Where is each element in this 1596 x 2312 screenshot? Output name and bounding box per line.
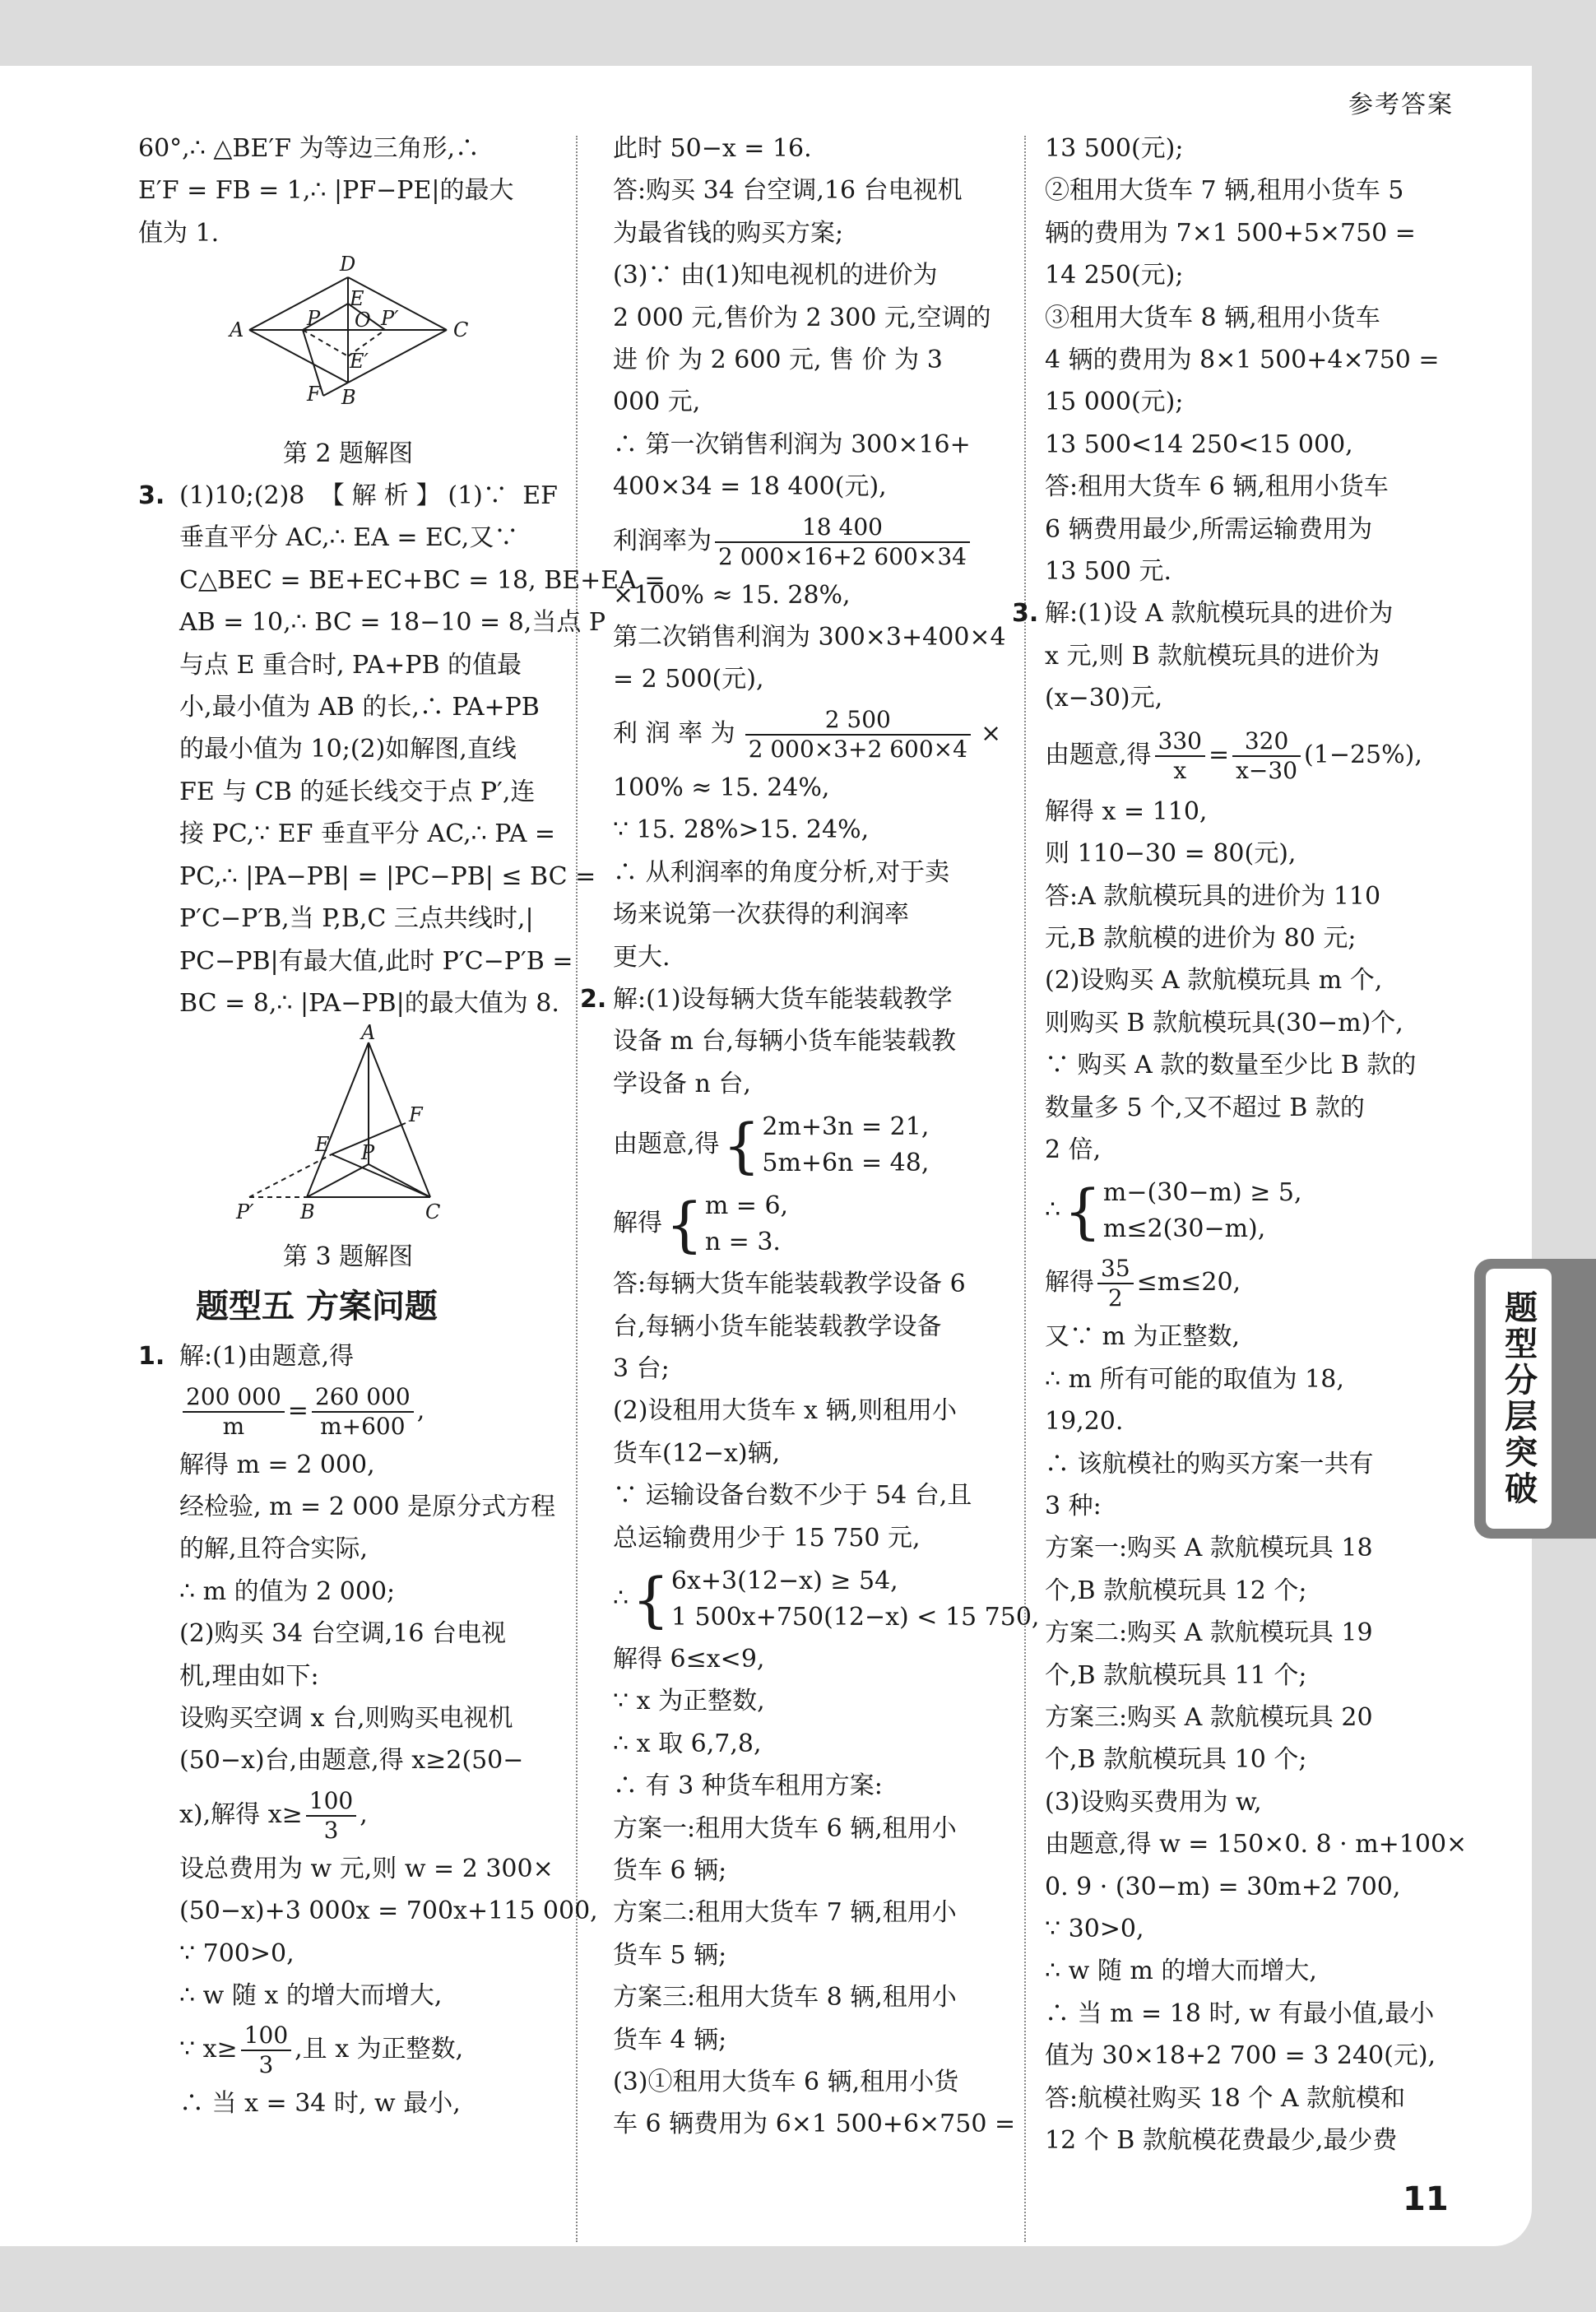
text-line: (2)购买 34 台空调,16 台电视 [179, 1619, 506, 1649]
text-line: 2 000 元,售价为 2 300 元,空调的 [613, 303, 991, 332]
text-line: PC−PB|有最大值,此时 P′C−P′B = [179, 946, 573, 976]
text-line: (x−30)元, [1045, 684, 1163, 713]
text-line: 3 台; [613, 1353, 670, 1383]
text-line: ∵ 700>0, [179, 1938, 295, 1968]
text-line: 又∵ m 为正整数, [1045, 1322, 1241, 1352]
text-line: 台,每辆小货车能装载教学设备 [613, 1312, 942, 1341]
fig2-label-P: P [307, 307, 321, 331]
text-line: ∴ 当 m = 18 时, w 有最小值,最小 [1045, 1999, 1435, 2028]
text-line: 19,20. [1045, 1407, 1124, 1437]
profit-rate-2: 利 润 率 为 $\frac{2 500}{2 000\times 3+2 600\times 4}$ × [613, 705, 1002, 763]
text-line: ∴ 该航模社的购买方案一共有 [1045, 1449, 1374, 1479]
text-line: ∴ 当 x = 34 时, w 最小, [179, 2089, 461, 2119]
column-2 [580, 128, 1040, 2146]
text-line: (2)设购买 A 款航模玩具 m 个, [1045, 966, 1383, 996]
text-line: (3)∵ 由(1)知电视机的进价为 [613, 261, 938, 290]
fig3-label-B: B [300, 1200, 315, 1223]
fig3-label-C: C [425, 1200, 441, 1223]
column-3 [1012, 128, 1468, 2161]
text-line: 进 价 为 2 600 元, 售 价 为 3 [613, 346, 943, 375]
fraction-line: x),解得 x≥ $\frac{100}{3}$ , [179, 1786, 368, 1844]
text-line: 100% ≈ 15. 24%, [613, 773, 830, 802]
text-line: 解得 x = 110, [1045, 796, 1208, 826]
text-line: 车 6 辆费用为 6×1 500+6×750 = [613, 2110, 1016, 2139]
text-line: x 元,则 B 款航模玩具的进价为 [1045, 641, 1380, 671]
text-line: 13 500<14 250<15 000, [1045, 429, 1353, 459]
text-line: ③租用大货车 8 辆,租用小货车 [1045, 303, 1380, 332]
inequality-system: ∴ { 6x+3(12−x) ≥ 54, 1 500x+750(12−x) < 15 750, [613, 1564, 1040, 1634]
question-1-first-line: 1. 解:(1)由题意,得 [138, 1335, 558, 1377]
text-line: 答:购买 34 台空调,16 台电视机 [613, 176, 963, 206]
text-line: (3)①租用大货车 6 辆,租用小货 [613, 2068, 959, 2097]
text-line: E′F = FB = 1,∴ |PF−PE|的最大 [138, 176, 514, 206]
fig2-label-D: D [340, 254, 356, 276]
text-line: ∴ x 取 6,7,8, [613, 1729, 762, 1758]
figure-3-diagram [225, 1024, 471, 1222]
fraction-equation: 由题意,得 $\frac{330}{x}$ = $\frac{320}{x-30}$ (1−25%), [1045, 727, 1422, 784]
fig3-label-Pp: P′ [236, 1200, 254, 1223]
text-line: 辆的费用为 7×1 500+5×750 = [1045, 218, 1416, 248]
text-line: 小,最小值为 AB 的长,∴ PA+PB [179, 693, 540, 722]
text-line: 场来说第一次获得的利润率 [613, 900, 909, 930]
text-line: 则 110−30 = 80(元), [1045, 839, 1297, 869]
text-line: 由题意,得 w = 150×0. 8 · m+100× [1045, 1830, 1468, 1859]
text-line: 总运输费用少于 15 750 元, [613, 1523, 921, 1553]
text-line: 机,理由如下: [179, 1661, 319, 1691]
text-line: 设购买空调 x 台,则购买电视机 [179, 1703, 513, 1733]
text-line: BC = 8,∴ |PA−PB|的最大值为 8. [179, 988, 559, 1018]
text-line: 个,B 款航模玩具 10 个; [1045, 1745, 1307, 1775]
fig2-label-A: A [230, 318, 244, 342]
text-line: 元,B 款航模的进价为 80 元; [1045, 923, 1357, 953]
text-line: 6 辆费用最少,所需运输费用为 [1045, 514, 1373, 544]
section-title: 题型五 方案问题 [196, 1288, 438, 1326]
text-line: AB = 10,∴ BC = 18−10 = 8,当点 P [179, 608, 606, 638]
side-tab [1474, 1259, 1596, 1539]
profit-rate-1: 利润率为 $\frac{18 400}{2 000\times 16+2 600\times 34}$ [613, 508, 1009, 574]
text-line: 答:租用大货车 6 辆,租用小货车 [1045, 472, 1389, 502]
text-line: ∴ m 的值为 2 000; [179, 1576, 396, 1606]
text-line: ②租用大货车 7 辆,租用小货车 5 [1045, 176, 1404, 206]
text-line: 的最小值为 10;(2)如解图,直线 [179, 735, 517, 764]
text-line: 货车 4 辆; [613, 2025, 727, 2054]
text-line: 学设备 n 台, [613, 1069, 751, 1098]
text-line: 方案二:租用大货车 7 辆,租用小 [613, 1898, 957, 1928]
text-line: 000 元, [613, 388, 701, 417]
text-line: P′C−P′B,当 P,B,C 三点共线时,| [179, 904, 534, 934]
page-number: 11 [1403, 2180, 1449, 2218]
figure-2 [138, 254, 558, 475]
text-line: 更大. [613, 942, 670, 972]
text-line: PC,∴ |PA−PB| = |PC−PB| ≤ BC = [179, 861, 596, 891]
text-line: 接 PC,∵ EF 垂直平分 AC,∴ PA = [179, 819, 556, 849]
fraction-equation: $\frac{200 000}{m}$ = $\frac{260 000}{m+600}$ , [179, 1378, 558, 1444]
text-block [138, 128, 558, 254]
fig3-label-P: P [361, 1141, 375, 1165]
text-line: 2 倍, [1045, 1135, 1102, 1164]
text-line: FE 与 CB 的延长线交于点 P′,连 [179, 777, 536, 806]
text-line: 为最省钱的购买方案; [613, 218, 844, 248]
text-line: 的解,且符合实际, [179, 1534, 369, 1564]
fig2-label-O: O [355, 309, 371, 332]
question-number: 1. [138, 1342, 165, 1372]
text-line: 垂直平分 AC,∴ EA = EC,又∵ [179, 523, 519, 553]
text-line: (2)设租用大货车 x 辆,则租用小 [613, 1396, 958, 1426]
text-line: 方案一:购买 A 款航模玩具 18 [1045, 1534, 1373, 1563]
text-line: ∵ x 为正整数, [613, 1687, 765, 1716]
text-line: 4 辆的费用为 8×1 500+4×750 = [1045, 346, 1440, 375]
text-line: 3 种: [1045, 1491, 1102, 1520]
fig2-label-F: F [307, 383, 321, 406]
text-line: 13 500(元); [1045, 134, 1184, 163]
column-divider [576, 136, 578, 2242]
inequality-system: ∴ { m−(30−m) ≥ 5, m≤2(30−m), [1045, 1177, 1302, 1247]
figure-2-caption: 第 2 题解图 [282, 439, 414, 468]
text-line: 值为 1. [138, 218, 220, 248]
text-line: 货车 5 辆; [613, 1940, 727, 1970]
text-line: ∵ 运输设备台数不少于 54 台,且 [613, 1481, 972, 1511]
text-line: (50−x)+3 000x = 700x+115 000, [179, 1896, 598, 1926]
text-line: ∴ 第一次销售利润为 300×16+ [613, 429, 971, 459]
text-line: 答:航模社购买 18 个 A 款航模和 [1045, 2083, 1406, 2113]
figure-2-diagram [225, 254, 471, 419]
text-line: 方案二:购买 A 款航模玩具 19 [1045, 1618, 1373, 1648]
column-divider [1024, 136, 1026, 2242]
text-line: 货车 6 辆; [613, 1856, 727, 1885]
text-line: 14 250(元); [1045, 261, 1184, 290]
figure-3 [138, 1024, 558, 1278]
text-line: 与点 E 重合时, PA+PB 的值最 [179, 650, 522, 680]
text-line: C△BEC = BE+EC+BC = 18, BE+EA = [179, 565, 666, 595]
fig2-label-C: C [453, 318, 469, 342]
text-line: 答:每辆大货车能装载教学设备 6 [613, 1270, 966, 1299]
text-line: 第二次销售利润为 300×3+400×4 [613, 623, 1006, 652]
text-line: 解得 6≤x<9, [613, 1644, 765, 1674]
text-line: 设备 m 台,每辆小货车能装载教 [613, 1027, 957, 1056]
text-line: 答:A 款航模玩具的进价为 110 [1045, 881, 1381, 911]
text-line: ∴ 从利润率的角度分析,对于卖 [613, 857, 950, 887]
fig3-label-E: E [315, 1133, 330, 1157]
text-line: 方案三:购买 A 款航模玩具 20 [1045, 1703, 1373, 1732]
text-line: ∴ 有 3 种货车租用方案: [613, 1771, 883, 1801]
text-line: 设总费用为 w 元,则 w = 2 300× [179, 1854, 554, 1883]
fig2-label-Pp: P′ [381, 307, 399, 331]
equation-system-1: 由题意,得 { 2m+3n = 21, 5m+6n = 48, [613, 1111, 930, 1181]
question-3-first-line: 3. 解:(1)设 A 款航模玩具的进价为 [1012, 592, 1463, 634]
question-3-first-line: 3. (1)10;(2)8 【解析】(1)∵ EF [138, 475, 558, 517]
text-line: 个,B 款航模玩具 12 个; [1045, 1576, 1307, 1605]
text-line: 12 个 B 款航模花费最少,最少费 [1045, 2126, 1398, 2156]
fig2-label-E: E [350, 287, 364, 311]
text-line: 方案一:租用大货车 6 辆,租用小 [613, 1813, 957, 1843]
text-line: ∵ 购买 A 款的数量至少比 B 款的 [1045, 1051, 1417, 1080]
side-tab-label: 题型分层突破 [1499, 1290, 1538, 1507]
text-line: 0. 9 · (30−m) = 30m+2 700, [1045, 1872, 1401, 1901]
fig3-label-A: A [361, 1024, 376, 1045]
text-line: 值为 30×18+2 700 = 3 240(元), [1045, 2041, 1436, 2071]
question-2-first-line: 2. 解:(1)设每辆大货车能装载教学 [580, 978, 1009, 1020]
question-number: 3. [138, 481, 165, 511]
question-number: 3. [1012, 599, 1039, 629]
text-line: 60°,∴ △BE′F 为等边三角形,∴ [138, 134, 480, 163]
text-line: ∴ m 所有可能的取值为 18, [1045, 1364, 1344, 1394]
text-line: 13 500 元. [1045, 557, 1172, 587]
text-line: ∵ 15. 28%>15. 24%, [613, 815, 870, 845]
text-line: ×100% ≈ 15. 28%, [613, 580, 851, 610]
fig2-label-Ep: E′ [350, 350, 369, 374]
fig2-label-B: B [341, 386, 356, 410]
text-line: (50−x)台,由题意,得 x≥2(50− [179, 1746, 524, 1776]
text-line: 400×34 = 18 400(元), [613, 472, 887, 502]
text-line: ∵ 30>0, [1045, 1915, 1144, 1944]
text-line: 个,B 款航模玩具 11 个; [1045, 1660, 1307, 1690]
figure-3-caption: 第 3 题解图 [282, 1242, 414, 1271]
text-line: = 2 500(元), [613, 665, 764, 694]
fraction-line: ∵ x≥ $\frac{100}{3}$ ,且 x 为正整数, [179, 2022, 464, 2079]
question-1-text [138, 1378, 598, 2125]
fig3-label-F: F [409, 1103, 423, 1127]
side-tab-label-box [1486, 1269, 1552, 1529]
header-title: 参考答案 [1348, 91, 1454, 119]
text-line: 解得 m = 2 000, [179, 1450, 375, 1479]
text-line: 15 000(元); [1045, 388, 1184, 417]
text-line: ∴ w 随 m 的增大而增大, [1045, 1957, 1317, 1986]
text-line: 数量多 5 个,又不超过 B 款的 [1045, 1093, 1365, 1122]
text-line: ∴ w 随 x 的增大而增大, [179, 1981, 443, 2010]
fraction-line: 解得 $\frac{35}{2}$ ≤m≤20, [1045, 1255, 1241, 1312]
question-number: 2. [580, 984, 607, 1014]
text-line: 经检验, m = 2 000 是原分式方程 [179, 1492, 556, 1521]
text-line: 则购买 B 款航模玩具(30−m)个, [1045, 1008, 1403, 1038]
text-line: 货车(12−x)辆, [613, 1438, 781, 1468]
text-line: (3)设购买费用为 w, [1045, 1787, 1262, 1817]
equation-system-2: 解得 { m = 6, n = 3. [613, 1190, 789, 1260]
text-line: 方案三:租用大货车 8 辆,租用小 [613, 1983, 957, 2013]
document-page [0, 66, 1532, 2246]
text-line: 此时 50−x = 16. [613, 134, 812, 163]
